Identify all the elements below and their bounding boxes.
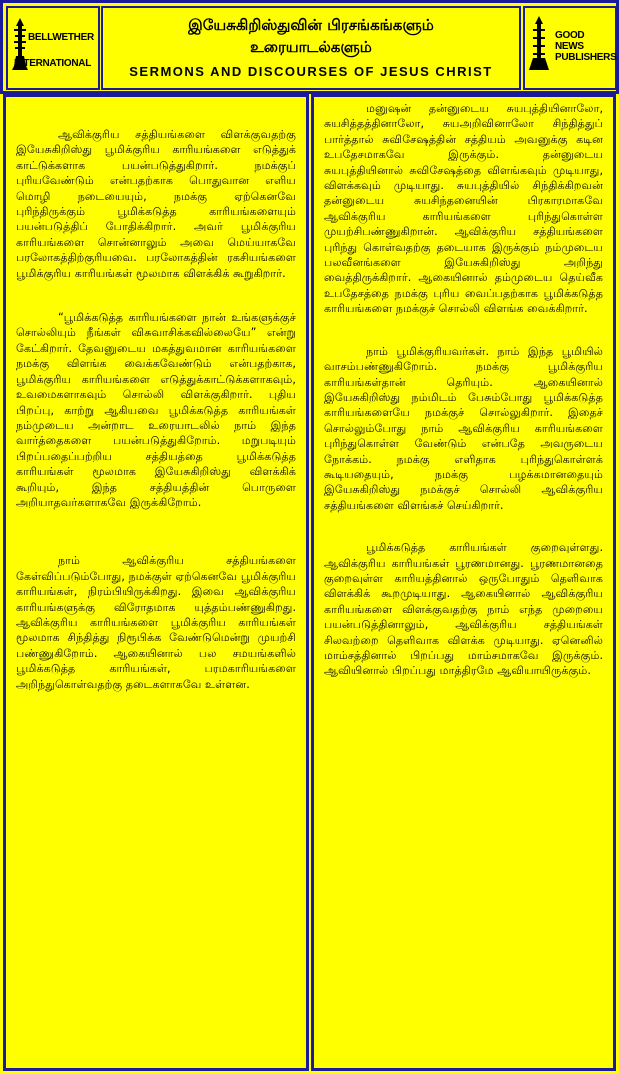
right-paragraph-2: நாம் பூமிக்குரியவர்கள். நாம் இந்த பூமியில் வாசம்பண்ணுகிறோம். நமக்கு பூமிக்குரிய காரியங்கள்தான் தெரியும். ஆகையினால் இயேசுகிறிஸ்து நம்மிடம் பேசும்போது பூமிக்கடுத்த காரியங்களையே நமக்குச் சொல்லுகிறார். இதைச் சொல்லும்போது நாம் ஆவிக்குரிய காரியங்களை புரிந்துகொள்ள வேண்டும் என்பதே அவருடைய நோக்கம். நமக்கு எளிதாக புரிந்துகொள்ளக் கூடியதையும், நமக்கு பழக்கமானதையும் இயேசுகிறிஸ்து நமக்குச் சொல்லி ஆவிக்குரிய சத்தியங்களை விளங்கச் செய்கிறார். bbox=[324, 344, 603, 512]
right-paragraph-3: பூமிக்கடுத்த காரியங்கள் குறைவுள்ளது. ஆவிக்குரிய காரியங்கள் பூரணமானது. பூரணமானதை குறைவுள்ள காரியத்தினால் ஒருபோதும் தெளிவாக விளக்கிக் கூறமுடியாது. ஆகையினால் ஆவிக்குரிய காரியங்களை விளக்குவதற்கு நாம் எந்த முறையை பயன்படுத்தினாலும், ஆவிக்குரிய சத்தியங்கள் சிலவற்றை தெளிவாக விளக்க முடியாது. ஏனெனில் மாம்சத்தினால் பிறப்பது மாம்சமாகவே இருக்கும். ஆவியினால் பிறப்பது மாத்திரமே ஆவியாயிருக்கும். bbox=[324, 541, 603, 678]
left-paragraph-3: நாம் ஆவிக்குரிய சத்தியங்களை கேள்விப்படும்போது, நமக்குள் ஏற்கெனவே பூமிக்குரிய காரியங்கள், நிரம்பியிருக்கிறது. இவை ஆவிக்குரிய காரியங்களுக்கு விரோதமாக யுத்தம்பண்ணுகிறது. ஆவிக்குரிய காரியங்களை பூமிக்குரிய காரியங்கள் மூலமாக சிந்தித்து நிரூபிக்க வேண்டுமென்று முயற்சி பண்ணுகிறோம். ஆகையினால் பல சமயங்களில் பூமிக்கடுத்த காரியங்கள், பரமகாரியங்களை அறிந்துகொள்வதற்கு தடைகளாகவே உள்ளன. bbox=[16, 554, 296, 691]
title-block bbox=[101, 6, 521, 90]
good-news-logo bbox=[523, 6, 617, 90]
bellwether-logo bbox=[6, 6, 100, 90]
left-column bbox=[3, 94, 309, 1071]
right-column bbox=[311, 94, 616, 1071]
right-paragraph-1: மனுஷன் தன்னுடைய சுயபுத்தியினாலோ, சுயசித்தத்தினாலோ, சுயஅறிவினாலோ சிந்தித்துப் பார்த்தால் சுவிசேஷத்தின் சத்தியம் அவனுக்கு கடின உபதேசமாகவே இருக்கும். தன்னுடைய சுயபுத்தியினால் சுவிசேஷத்தை விளங்கவும் முடியாது, விளக்கவும் முடியாது. சுயபுத்தியில் சிந்திக்கிறவன் தன்னுடைய சுயசிந்தனையின் பிரகாரமாகவே ஆவிக்குரிய காரியங்களை புரிந்துகொள்ள முயற்சிபண்ணுகிறான். ஆவிக்குரிய சத்தியங்களை புரிந்து கொள்வதற்கு தடையாக இருக்கும் நம்முடைய பலவீனங்களை இயேசுகிறிஸ்து அறிந்து வைத்திருக்கிறார். ஆகையினால் தம்முடைய தெய்வீக உபதேசத்தை நமக்கு புரிய வைப்பதற்காக பூமிக்கடுத்த காரியங்களை நமக்குச் சொல்லி விளங்க வைக்கிறார். bbox=[324, 102, 603, 316]
good-news-logo-line1: GOOD NEWS bbox=[555, 30, 585, 52]
bellwether-logo-line2: INTERNATIONAL bbox=[14, 58, 92, 69]
bellwether-logo-line1: BELLWETHER bbox=[28, 32, 94, 43]
left-paragraph-2: “பூமிக்கடுத்த காரியங்களை நான் உங்களுக்குச் சொல்லியும் நீங்கள் விசுவாசிக்கவில்லையே” என்று கேட்கிறார். தேவனுடைய மகத்துவமான காரியங்களை நமக்கு விளங்க வைக்கவேண்டும் என்பதற்காக, பூமிக்குரிய காரியங்களை எடுத்துக்காட்டுக்களாகவும், உவமைகளாகவும் சொல்லி விளக்குகிறார். புதிய பிறப்பு, காற்று ஆகியவை பூமிக்கடுத்த காரியங்கள் நம்முடைய அன்றாட உரையாடலில் நாம் இந்த வார்த்தைகளை பயன்படுத்துகிறோம். மறுபடியும் பிறப்பதைப்பற்றிய சத்தியத்தை பூமிக்கடுத்த காரியங்கள் மூலமாக இயேசுகிறிஸ்து விளக்கிக் கூறியும், இந்த சத்தியத்தின் பொருளை அறியாதவர்களாகவே இருக்கிறோம். bbox=[16, 311, 296, 509]
left-paragraph-1: ஆவிக்குரிய சத்தியங்களை விளக்குவதற்கு இயேசுகிறிஸ்து பூமிக்குரிய காரியங்களை எடுத்துக் காட்டுக்களாக பயன்படுத்துகிறார். நமக்குப் புரியவேண்டும் என்பதற்காக பொதுவான எளிய மொழி நடையையும், நமக்கு ஏற்கெனவே புரிந்திருக்கும் பூமிக்கடுத்த காரியங்களையும் பயன்படுத்திப் போதிக்கிறார். அவர் பூமிக்குரிய காரியங்களை சொன்னாலும் அவை மெய்யாகவே பரலோகத்திற்குரியவை. பரலோகத்தின் ரகசியங்களை பூமிக்குரிய காரியங்கள் மூலமாக விளக்கிக் கூறுகிறார். bbox=[16, 128, 296, 280]
good-news-logo-line2: PUBLISHERS bbox=[555, 52, 617, 63]
title-tamil-line2: உரையாடல்களும் bbox=[250, 38, 372, 56]
title-tamil-line1: இயேசுகிறிஸ்துவின் பிரசங்கங்களும் bbox=[188, 16, 434, 34]
page-header bbox=[0, 0, 619, 94]
bellwether-emblem-icon bbox=[8, 8, 98, 88]
title-english: SERMONS AND DISCOURSES OF JESUS CHRIST bbox=[129, 64, 493, 79]
